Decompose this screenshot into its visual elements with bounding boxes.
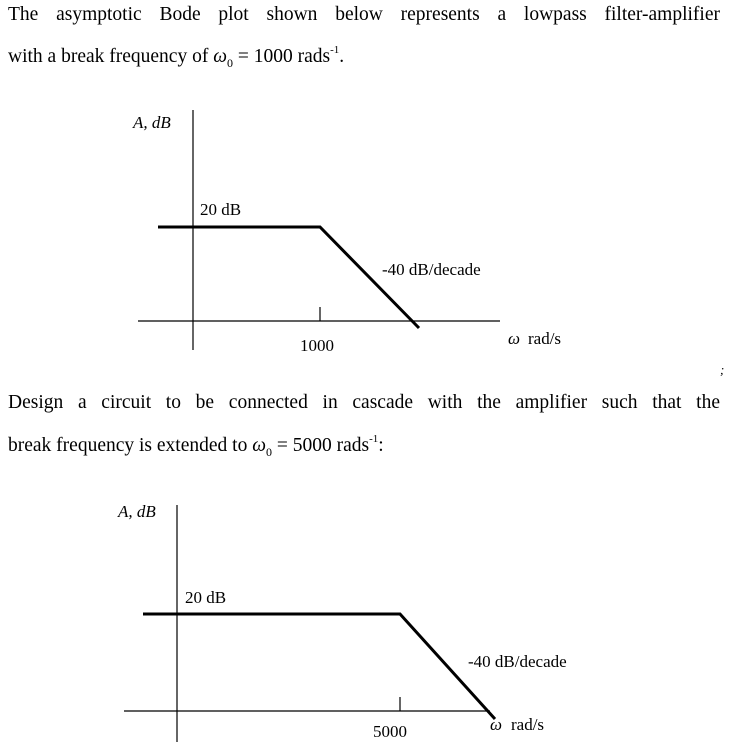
tick-label: 1000 <box>300 336 334 355</box>
bode-plot-target <box>0 497 730 742</box>
problem-text-line-3: Design a circuit to be connected in cascade with the amplifier such that the <box>8 392 720 413</box>
line2-end: . <box>339 46 345 67</box>
problem-text-line-2 <box>8 44 720 71</box>
break-frequency-value: = 1000 rads <box>237 46 331 67</box>
stray-mark: ; <box>720 362 725 377</box>
problem-text-line-4 <box>8 433 720 460</box>
bode-curve <box>158 227 419 328</box>
target-frequency-value: = 5000 rads <box>276 435 370 456</box>
omega-subscript: 0 <box>226 56 233 70</box>
bode-plot-original <box>0 100 730 355</box>
bode-curve <box>143 614 495 719</box>
unit-exponent: -1 <box>330 44 340 56</box>
x-axis-symbol: ω <box>508 329 521 348</box>
x-axis-symbol: ω <box>490 715 503 734</box>
y-axis-label: A, dB <box>118 502 156 521</box>
gain-label: 20 dB <box>185 588 227 607</box>
slope-label: -40 dB/decade <box>468 652 567 671</box>
slope-label: -40 dB/decade <box>382 260 481 279</box>
line4-end: : <box>378 435 384 456</box>
omega-symbol: ω <box>213 46 227 67</box>
unit-exponent: -1 <box>369 433 379 445</box>
line4-prefix: break frequency is extended to <box>8 435 248 456</box>
omega-subscript: 0 <box>265 445 272 459</box>
gain-label: 20 dB <box>200 200 242 219</box>
line2-prefix: with a break frequency of <box>8 46 209 67</box>
x-axis-unit: rad/s <box>511 715 545 734</box>
tick-label: 5000 <box>373 722 407 741</box>
problem-text-line-1: The asymptotic Bode plot shown below represents a lowpass filter-amplifier <box>8 4 720 25</box>
omega-symbol: ω <box>252 435 266 456</box>
y-axis-label: A, dB <box>133 113 171 132</box>
x-axis-unit: rad/s <box>528 329 562 348</box>
